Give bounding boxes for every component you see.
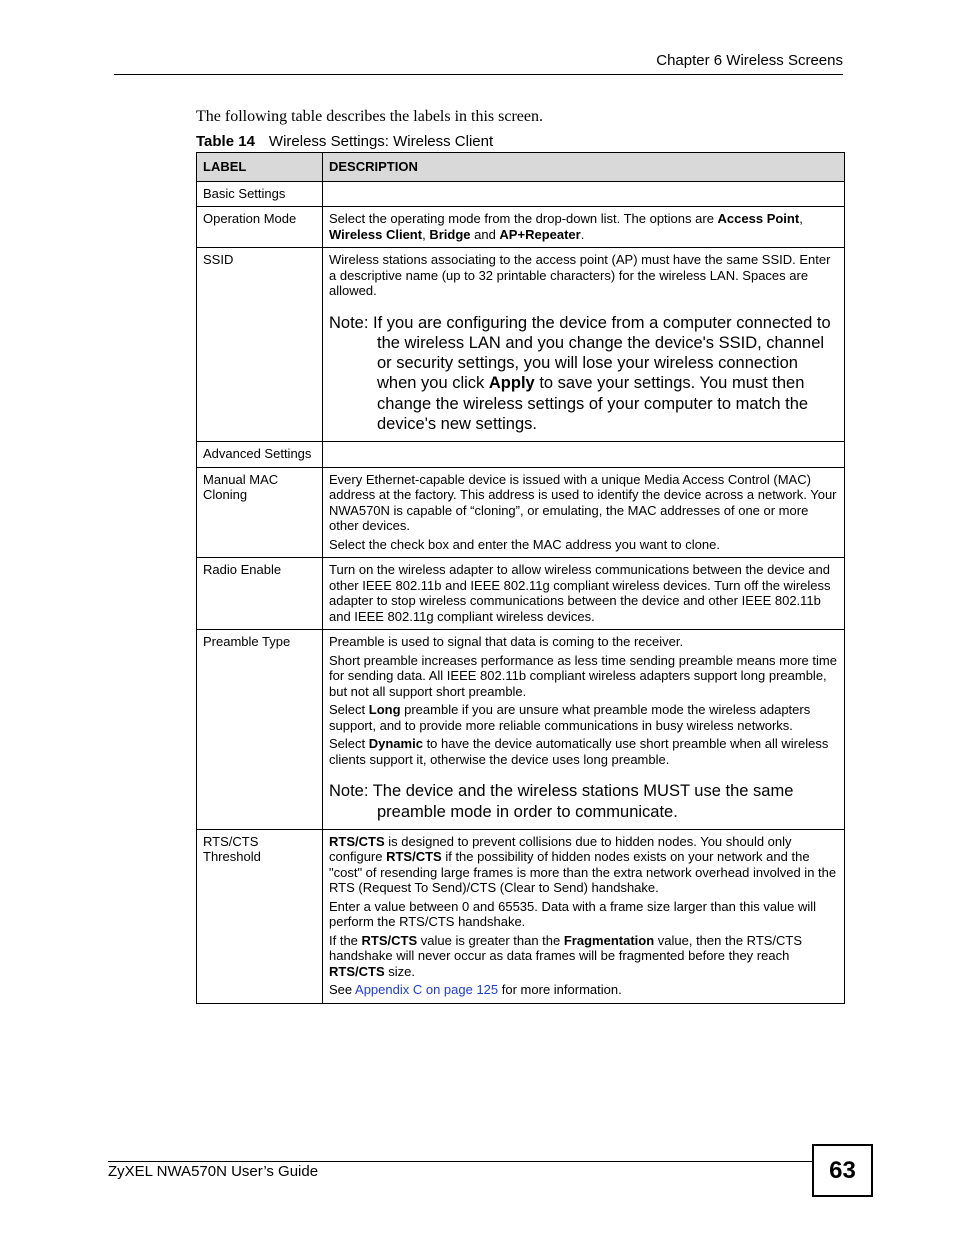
table-row	[197, 248, 845, 442]
page-number: 63	[812, 1144, 873, 1197]
paragraph: Select the check box and enter the MAC address you want to clone.	[329, 536, 720, 552]
text: If the	[329, 932, 362, 948]
text: if the possibility of hidden nodes exists on your network and the "cost" of resending large frames is more than the extra network overhead involved in the RTS (Request To Send)/CTS (Clear to Send) handshake.	[329, 849, 837, 896]
label-operation-mode: Operation Mode	[197, 207, 323, 248]
text: to save your settings. You must then change the wireless settings of your computer to match the device's new settings.	[377, 374, 809, 433]
table-row	[197, 207, 845, 248]
chapter-title: Chapter 6 Wireless Screens	[656, 52, 843, 69]
label-manual-mac-cloning: Manual MAC Cloning	[197, 467, 323, 558]
rts-keyword: RTS/CTS	[329, 963, 385, 979]
option-ap-repeater: AP+Repeater	[499, 226, 581, 242]
text: to have the device automatically use short preamble when all wireless clients support it, otherwise the device uses long preamble.	[329, 736, 829, 767]
label-rts-cts-threshold: RTS/CTS Threshold	[197, 829, 323, 1003]
note-ssid	[329, 313, 838, 435]
paragraph: Every Ethernet-capable device is issued with a unique Media Access Control (MAC) address at the factory. This address is used to identify the device across a network. Your NWA570N is capable of “cloning”, or emulating, the MAC addresses of one or more other devices.	[329, 471, 837, 534]
text: ,	[422, 226, 430, 242]
description-column-header: DESCRIPTION	[323, 153, 845, 182]
table-number: Table 14	[196, 133, 255, 150]
text: Select	[329, 702, 369, 718]
rts-keyword: RTS/CTS	[329, 833, 385, 849]
paragraph	[329, 702, 838, 733]
text: See	[329, 982, 356, 998]
desc-manual-mac-cloning	[323, 467, 845, 558]
label-radio-enable: Radio Enable	[197, 558, 323, 630]
desc-radio-enable	[323, 558, 845, 630]
section-advanced-settings: Advanced Settings	[197, 442, 323, 468]
desc-operation-mode	[323, 207, 845, 248]
apply-keyword: Apply	[488, 374, 535, 393]
paragraph: Short preamble increases performance as less time sending preamble means more time for sending data. All IEEE 802.11b compliant wireless adapters support long preamble, but not all support short preamble.	[329, 652, 837, 699]
desc-ssid	[323, 248, 845, 442]
option-access-point: Access Point	[717, 211, 800, 226]
paragraph	[329, 736, 838, 767]
fragmentation-keyword: Fragmentation	[563, 932, 655, 948]
label-ssid: SSID	[197, 248, 323, 442]
running-header	[114, 52, 843, 75]
table-title: Wireless Settings: Wireless Client	[268, 133, 494, 150]
paragraph	[329, 982, 838, 998]
paragraph: Enter a value between 0 and 65535. Data with a frame size larger than this value will perform the RTS/CTS handshake.	[329, 898, 817, 930]
guide-title: ZyXEL NWA570N User’s Guide	[108, 1163, 319, 1180]
paragraph	[329, 834, 838, 896]
text: and	[470, 226, 500, 242]
text: preamble if you are unsure what preamble mode the wireless adapters support, and to provide more reliable communications in busy wireless networks.	[329, 702, 811, 733]
paragraph: Wireless stations associating to the access point (AP) must have the same SSID. Enter a descriptive name (up to 32 printable characters) for the wireless LAN. Spaces are allowed.	[329, 252, 831, 298]
text: for more information.	[498, 982, 622, 998]
paragraph: Turn on the wireless adapter to allow wireless communications between the device and other IEEE 802.11b and IEEE 802.11g compliant wireless devices. Turn off the wireless adapter to stop wireless communications between the device and other IEEE 802.11b and IEEE 802.11g compliant wireless devices.	[329, 562, 831, 624]
table-row	[197, 442, 845, 468]
empty-cell	[323, 442, 845, 468]
text: .	[580, 226, 585, 242]
text: size.	[384, 963, 415, 979]
long-keyword: Long	[368, 702, 401, 718]
rts-keyword: RTS/CTS	[386, 849, 442, 865]
option-wireless-client: Wireless Client	[329, 226, 423, 242]
description-table	[196, 152, 845, 1004]
paragraph	[329, 933, 838, 980]
table-row	[197, 829, 845, 1003]
text: ,	[799, 211, 803, 226]
running-footer	[108, 1161, 812, 1180]
desc-preamble-type	[323, 630, 845, 830]
table-row	[197, 630, 845, 830]
note-preamble: Note: The device and the wireless stations MUST use the same preamble mode in order to communicate.	[329, 782, 794, 821]
dynamic-keyword: Dynamic	[368, 736, 423, 752]
table-row	[197, 181, 845, 207]
label-column-header: LABEL	[197, 153, 323, 182]
table-row	[197, 558, 845, 630]
text: value is greater than the	[417, 932, 564, 948]
option-bridge: Bridge	[429, 226, 471, 242]
text: value, then the RTS/CTS handshake will never occur as data frames will be fragmented before they reach	[329, 932, 803, 964]
text: is designed to prevent collisions due to hidden nodes. You should only configure	[329, 833, 792, 865]
table-caption	[196, 133, 493, 150]
appendix-link[interactable]: Appendix C on page 125	[355, 982, 499, 998]
empty-cell	[323, 181, 845, 207]
text: Note: If you are configuring the device from a computer connected to the wireless LAN and you change the device's SSID, channel or security settings, you will lose your wireless connection when you click	[329, 313, 831, 393]
table-header-row	[197, 153, 845, 182]
section-basic-settings: Basic Settings	[197, 181, 323, 207]
text: Select the operating mode from the drop-down list. The options are	[329, 211, 718, 226]
desc-rts-cts-threshold	[323, 829, 845, 1003]
text: Select	[329, 736, 369, 752]
intro-text: The following table describes the labels in this screen.	[196, 108, 544, 125]
paragraph: Preamble is used to signal that data is coming to the receiver.	[329, 634, 684, 650]
table-row	[197, 467, 845, 558]
rts-keyword: RTS/CTS	[361, 932, 418, 948]
label-preamble-type: Preamble Type	[197, 630, 323, 830]
